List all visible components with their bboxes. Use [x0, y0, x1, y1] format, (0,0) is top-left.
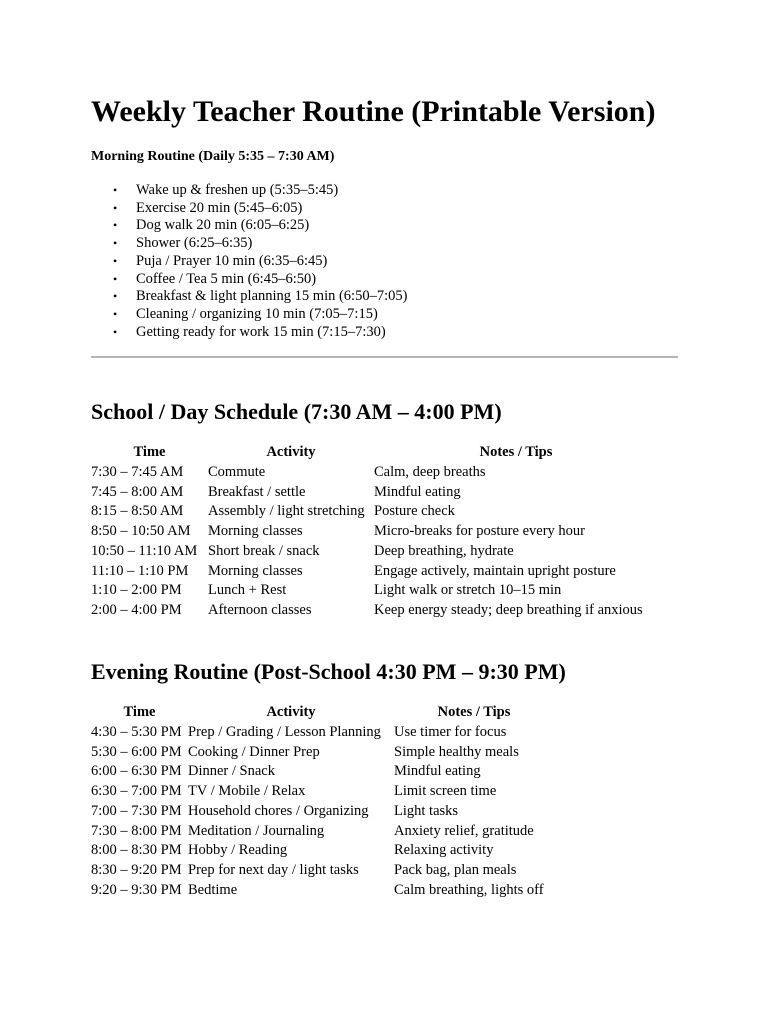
bullet-icon: • — [113, 271, 118, 286]
table-row — [91, 861, 554, 881]
list-item — [91, 253, 407, 271]
cell-notes: Deep breathing, hydrate — [374, 542, 514, 559]
cell-activity: Household chores / Organizing — [188, 802, 369, 819]
bullet-icon: • — [113, 253, 118, 268]
cell-activity: Morning classes — [208, 523, 303, 539]
list-item-text: Cleaning / organizing 10 min (7:05–7:15) — [136, 305, 378, 322]
cell-notes: Use timer for focus — [394, 723, 507, 740]
cell-activity: Short break / snack — [208, 542, 320, 559]
list-item — [91, 271, 407, 289]
list-item-text: Breakfast & light planning 15 min (6:50–7:05) — [136, 288, 408, 305]
cell-activity: Afternoon classes — [208, 602, 312, 618]
cell-notes: Calm breathing, lights off — [394, 881, 544, 898]
column-header-notes: Notes / Tips — [437, 704, 511, 720]
table-row — [91, 762, 554, 782]
cell-time: 2:00 – 4:00 PM — [91, 602, 182, 618]
list-item — [91, 200, 407, 218]
section-divider — [91, 356, 678, 358]
cell-notes: Relaxing activity — [394, 842, 494, 859]
cell-time: 6:00 – 6:30 PM — [91, 763, 182, 780]
table-row — [91, 601, 658, 621]
cell-activity: Morning classes — [208, 562, 303, 579]
cell-time: 5:30 – 6:00 PM — [91, 743, 182, 760]
cell-notes: Limit screen time — [394, 783, 497, 799]
column-header-activity: Activity — [266, 444, 316, 460]
school-schedule-title: School / Day Schedule (7:30 AM – 4:00 PM) — [91, 399, 502, 424]
table-row — [91, 782, 554, 802]
bullet-icon: • — [113, 306, 118, 321]
column-header-activity: Activity — [266, 704, 316, 720]
table-header-row — [91, 703, 554, 723]
cell-time: 10:50 – 11:10 AM — [91, 542, 198, 559]
cell-time: 8:30 – 9:20 PM — [91, 862, 182, 878]
list-item-text: Puja / Prayer 10 min (6:35–6:45) — [136, 252, 328, 269]
cell-notes: Pack bag, plan meals — [394, 862, 517, 878]
cell-activity: Prep / Grading / Lesson Planning — [188, 723, 381, 740]
list-item — [91, 182, 407, 200]
cell-notes: Micro-breaks for posture every hour — [374, 523, 585, 539]
cell-time: 7:00 – 7:30 PM — [91, 802, 182, 819]
table-row — [91, 802, 554, 822]
list-item — [91, 235, 407, 253]
bullet-icon: • — [113, 324, 118, 339]
cell-activity: Meditation / Journaling — [188, 822, 325, 839]
cell-time: 8:50 – 10:50 AM — [91, 523, 191, 539]
cell-notes: Light walk or stretch 10–15 min — [374, 582, 562, 599]
list-item-text: Getting ready for work 15 min (7:15–7:30) — [136, 323, 386, 340]
list-item — [91, 306, 407, 324]
bullet-icon: • — [113, 183, 118, 197]
list-item — [91, 217, 407, 235]
cell-activity: Commute — [208, 463, 266, 480]
table-row — [91, 743, 554, 763]
cell-activity: Cooking / Dinner Prep — [188, 743, 320, 760]
cell-activity: Bedtime — [188, 881, 238, 898]
cell-time: 11:10 – 1:10 PM — [91, 562, 189, 579]
bullet-icon: • — [113, 200, 118, 215]
table-row — [91, 562, 658, 582]
cell-notes: Calm, deep breaths — [374, 463, 486, 480]
list-item-text: Wake up & freshen up (5:35–5:45) — [136, 182, 339, 198]
cell-activity: Breakfast / settle — [208, 483, 306, 500]
cell-notes: Keep energy steady; deep breathing if anxious — [374, 602, 643, 618]
bullet-icon: • — [113, 236, 118, 251]
cell-notes: Simple healthy meals — [394, 743, 519, 760]
table-row — [91, 822, 554, 842]
table-row — [91, 581, 658, 601]
table-row — [91, 463, 658, 483]
cell-time: 8:15 – 8:50 AM — [91, 503, 184, 520]
list-item-text: Shower (6:25–6:35) — [136, 235, 253, 252]
cell-notes: Anxiety relief, gratitude — [394, 822, 534, 839]
table-row — [91, 841, 554, 861]
table-row — [91, 522, 658, 542]
bullet-icon: • — [113, 289, 118, 304]
list-item-text: Dog walk 20 min (6:05–6:25) — [136, 217, 310, 234]
cell-time: 6:30 – 7:00 PM — [91, 783, 182, 799]
cell-activity: Dinner / Snack — [188, 763, 275, 780]
evening-routine-table — [91, 703, 554, 901]
cell-time: 4:30 – 5:30 PM — [91, 723, 182, 740]
morning-routine-heading: Morning Routine (Daily 5:35 – 7:30 AM) — [91, 149, 335, 164]
table-row — [91, 502, 658, 522]
cell-time: 7:45 – 8:00 AM — [91, 483, 184, 500]
list-item-text: Coffee / Tea 5 min (6:45–6:50) — [136, 270, 317, 287]
cell-activity: Hobby / Reading — [188, 842, 288, 859]
cell-activity: Assembly / light stretching — [208, 503, 365, 520]
list-item — [91, 288, 407, 306]
document-title: Weekly Teacher Routine (Printable Version) — [91, 95, 656, 128]
cell-time: 1:10 – 2:00 PM — [91, 582, 182, 599]
list-item-text: Exercise 20 min (5:45–6:05) — [136, 199, 303, 216]
column-header-notes: Notes / Tips — [479, 444, 553, 460]
cell-notes: Posture check — [374, 503, 455, 520]
cell-notes: Mindful eating — [374, 483, 461, 500]
cell-notes: Mindful eating — [394, 763, 481, 780]
table-row — [91, 483, 658, 503]
table-header-row — [91, 443, 658, 463]
morning-routine-list — [91, 182, 407, 341]
cell-activity: TV / Mobile / Relax — [188, 783, 306, 799]
table-row — [91, 723, 554, 743]
cell-activity: Prep for next day / light tasks — [188, 862, 359, 878]
column-header-time: Time — [123, 704, 156, 720]
table-row — [91, 542, 658, 562]
table-row — [91, 881, 554, 901]
column-header-time: Time — [133, 444, 166, 460]
bullet-icon: • — [113, 218, 118, 233]
cell-notes: Engage actively, maintain upright posture — [374, 562, 616, 579]
cell-activity: Lunch + Rest — [208, 582, 287, 599]
cell-notes: Light tasks — [394, 802, 459, 819]
evening-routine-title: Evening Routine (Post-School 4:30 PM – 9:30 PM) — [91, 659, 566, 684]
list-item — [91, 324, 407, 342]
school-schedule-table — [91, 443, 658, 621]
cell-time: 7:30 – 8:00 PM — [91, 822, 182, 839]
cell-time: 9:20 – 9:30 PM — [91, 881, 182, 898]
cell-time: 8:00 – 8:30 PM — [91, 842, 182, 859]
cell-time: 7:30 – 7:45 AM — [91, 463, 184, 480]
